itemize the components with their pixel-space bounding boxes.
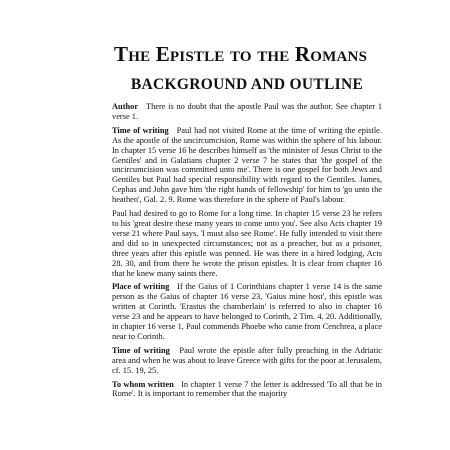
paragraph-author bbox=[112, 102, 382, 122]
paragraph-text: Paul had not visited Rome at the time of writing the epistle. As the apostle of the uncircumcision, Rome was within the sphere of his labour. In chapter 15 verse 16 he describes himself as 'the minister of Jesus Christ to the Gentiles' and in Galatians chapter 2 verse 7 he states that 'the gospel of the uncircumcision was committed unto me'. There is one gospel for both Jews and Gentiles but Paul had special responsibility with regard to the Gentiles. James, Cephas and John gave him 'the right hands of fellowship' for him to 'go unto the heathen', Gal. 2. 9. Rome was therefore in the sphere of Paul's labour. bbox=[112, 125, 382, 205]
paragraph-label: Time of writing bbox=[112, 125, 169, 135]
paragraph-place-of-writing bbox=[112, 282, 382, 341]
page-title: The Epistle to the Romans bbox=[114, 42, 368, 66]
paragraph-label: Place of writing bbox=[112, 282, 170, 292]
paragraph-label: Time of writing bbox=[112, 345, 170, 355]
paragraph-label: Author bbox=[112, 102, 139, 111]
paragraph-desire-to-visit bbox=[112, 209, 382, 278]
paragraph-time-of-writing-2 bbox=[112, 346, 382, 376]
paragraph-label: To whom written bbox=[112, 379, 174, 389]
paragraph-text: If the Gaius of 1 Corinthians chapter 1 verse 14 is the same person as the Gaius of chapter 16 verse 23, 'Gaius mine host', this epistle was written at Corinth. 'Erastus the chamberlain' is referred to also in chapter 16 verse 23 and he appears to have belonged to Corinth, 2 Tim. 4. 20. Additionally, in chapter 16 verse 1, Paul commends Phoebe who came from Cenchrea, a place near to Corinth. bbox=[112, 282, 383, 341]
paragraph-time-of-writing bbox=[112, 126, 382, 205]
section-heading: BACKGROUND AND OUTLINE bbox=[130, 76, 364, 93]
paragraph-text: In chapter 1 verse 7 the letter is addressed 'To all that be in Rome'. It is important to remember that the majority bbox=[112, 379, 382, 399]
paragraph-to-whom-written bbox=[112, 380, 382, 400]
paragraph-text: Paul wrote the epistle after fully preaching in the Adriatic area and when he was about to leave Greece with gifts for the poor at Jerusalem, cf. 15. 19, 25. bbox=[112, 345, 382, 375]
paragraph-text: Paul had desired to go to Rome for a long time. In chapter 15 verse 23 he refers to his 'great desire these many years to come unto you'. See also Acts chapter 19 verse 21 where Paul says, 'I must also see Rome'. He fully intended to visit there and did so in unexpected circumstances; not as a preacher, but as a prisoner, three years after this epistle was penned. He was there in a hired lodging, Acts 28. 30, and from there he wrote the prison epistles. It is clear from chapter 16 that he knew many saints there. bbox=[112, 209, 382, 278]
paragraph-text: There is no doubt that the apostle Paul was the author. See chapter 1 verse 1. bbox=[112, 102, 383, 121]
